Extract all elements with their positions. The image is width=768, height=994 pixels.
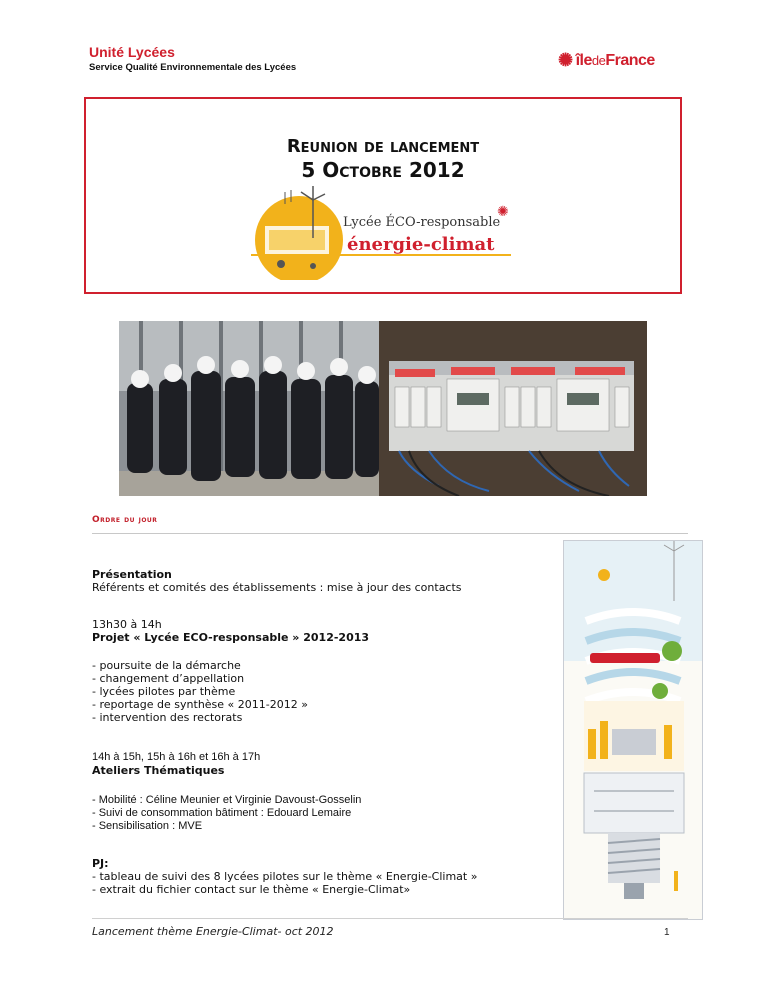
logo-text-france: France	[605, 51, 655, 69]
banner-line1: Lycée ÉCO-responsable	[343, 215, 501, 230]
logo-text-de: de	[591, 53, 606, 68]
meeting-date: 5 Octobre 2012	[301, 158, 465, 182]
eco-lycee-banner	[251, 182, 511, 280]
iledefrance-logo	[558, 50, 655, 71]
meeting-title: Reunion de lancement	[286, 136, 480, 157]
banner-line2: énergie-climat	[347, 234, 495, 255]
pj-label: PJ:	[92, 857, 109, 870]
sun-star-icon: ✺	[558, 50, 573, 70]
list-item: - intervention des rectorats	[92, 711, 243, 724]
banner-star-icon: ✺	[497, 204, 509, 220]
logo-text-ile: île	[575, 51, 592, 69]
eco-lycee-logo-illustration	[251, 182, 511, 280]
presentation-title: Présentation	[92, 568, 172, 581]
slot2-title: Ateliers Thématiques	[92, 764, 225, 777]
slot2-list	[92, 794, 361, 833]
list-item: - reportage de synthèse « 2011-2012 »	[92, 698, 308, 711]
list-item: - extrait du fichier contact sur le thème « Energie-Climat»	[92, 883, 411, 896]
list-item: - Mobilité : Céline Meunier et Virginie Davoust-Gosselin	[92, 794, 362, 806]
students-group-photo	[119, 321, 381, 496]
slot1-title: Projet « Lycée ECO-responsable » 2012-2013	[92, 631, 370, 644]
presentation-text: Référents et comités des établissements : mise à jour des contacts	[92, 581, 462, 594]
list-item: - Sensibilisation : MVE	[92, 820, 203, 832]
page-number: 1	[664, 927, 670, 938]
agenda-divider	[92, 533, 688, 534]
list-item: - tableau de suivi des 8 lycées pilotes sur le thème « Energie-Climat »	[92, 870, 478, 883]
energy-bulb-poster	[563, 540, 703, 920]
list-item: - lycées pilotes par thème	[92, 685, 236, 698]
list-item: - poursuite de la démarche	[92, 659, 241, 672]
electrical-panel-photo	[379, 321, 647, 496]
slot1-list	[92, 659, 308, 724]
list-item: - changement d’appellation	[92, 672, 245, 685]
unit-title: Unité Lycées	[89, 44, 175, 60]
slot2-time: 14h à 15h, 15h à 16h et 16h à 17h	[92, 751, 261, 763]
list-item: - Suivi de consommation bâtiment : Edouard Lemaire	[92, 807, 352, 819]
footer-divider	[92, 918, 688, 919]
agenda-heading: Ordre du jour	[92, 515, 158, 525]
pj-list	[92, 870, 477, 896]
unit-subtitle: Service Qualité Environnementale des Lycées	[89, 62, 297, 73]
footer-text: Lancement thème Energie-Climat- oct 2012	[92, 925, 334, 938]
slot1-time: 13h30 à 14h	[92, 618, 162, 631]
